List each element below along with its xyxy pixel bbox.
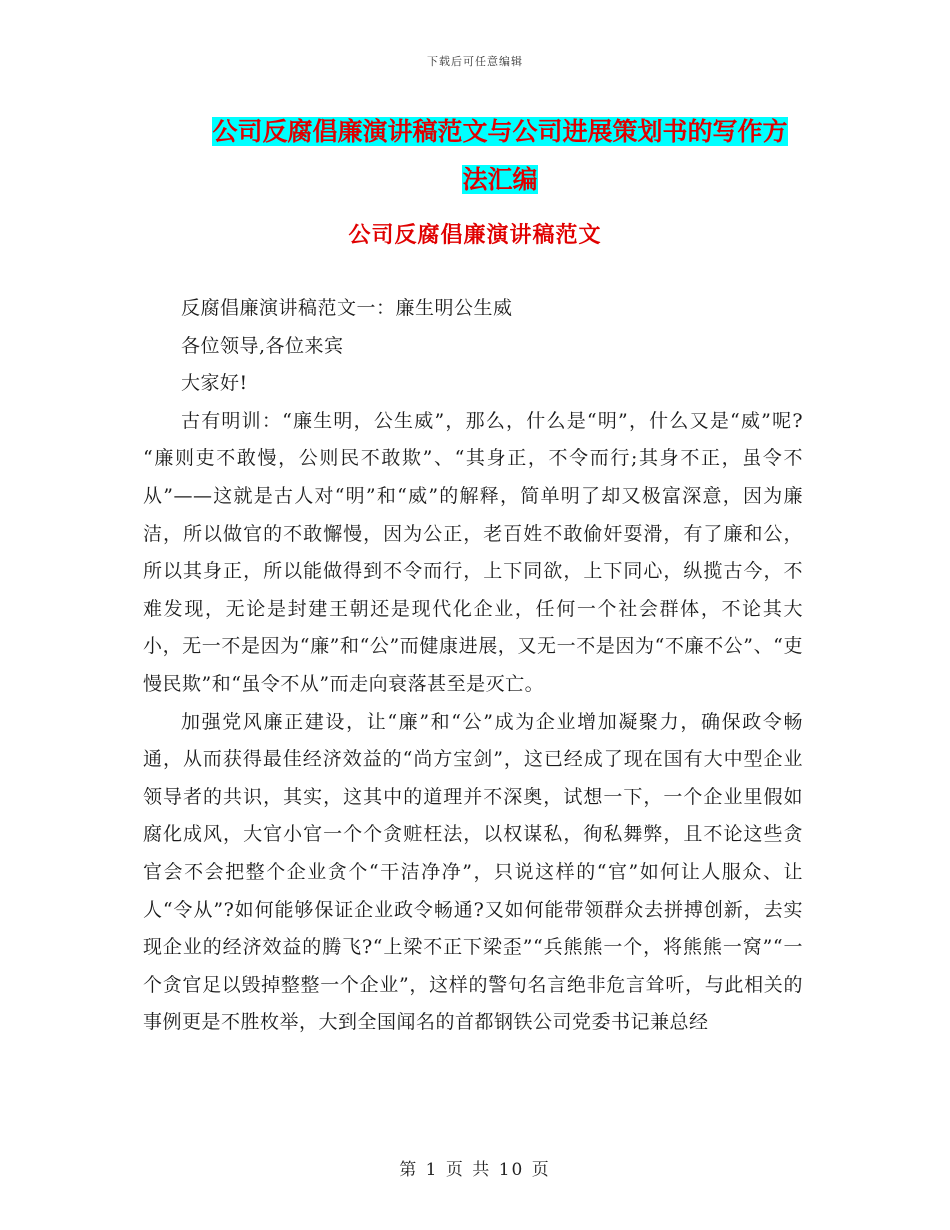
- document-title: [190, 108, 810, 204]
- paragraph-speech-subtitle: 反腐倡廉演讲稿范文一：廉生明公生威: [181, 297, 513, 319]
- section-title: 公司反腐倡廉演讲稿范文: [348, 223, 602, 248]
- paragraph-body-2: 加强党风廉正建设，让“廉”和“公”成为企业增加凝聚力，确保政令畅通，从而获得最佳经济效益的“尚方宝剑”，这已经成了现在国有大中型企业领导者的共识，其实，这其中的道理并不深奥，试想一下，一个企业里假如腐化成风，大官小官一个个贪赃枉法，以权谋私，徇私舞弊，且不论这些贪官会不会把整个企业贪个“干洁净净”，只说这样的“官”如何让人服众、让人“令从”?如何能够保证企业政令畅通?又如何能带领群众去拼搏创新，去实现企业的经济效益的腾飞?“上梁不正下梁歪”“兵熊熊一个，将熊熊一窝”“一个贪官足以毁掉整整一个企业”，这样的警句名言绝非危言耸听，与此相关的事例更是不胜枚举，大到全国闻名的首都钢铁公司党委书记兼总经: [143, 710, 803, 1034]
- page-header-note: 下载后可任意编辑: [427, 55, 523, 68]
- document-title-line-1: 公司反腐倡廉演讲稿范文与公司进展策划书的写作方: [212, 117, 788, 146]
- paragraph-greeting: 大家好!: [181, 372, 248, 395]
- paragraph-body-1: 古有明训：“廉生明，公生威”，那么，什么是“明”，什么又是“威”呢? “廉则吏不敢慢，公则民不敢欺”、“其身正，不令而行;其身不正，虽令不从”——这就是古人对“明”和“威”的解释，简单明了却又极富深意，因为廉洁，所以做官的不敢懈慢，因为公正，老百姓不敢偷奸耍滑，有了廉和公，所以其身正，所以能做得到不令而行，上下同欲，上下同心，纵揽古今，不难发现，无论是封建王朝还是现代化企业，任何一个社会群体，不论其大小，无一不是因为“廉”和“公”而健康进展，又无一不是因为“不廉不公”、“吏慢民欺”和“虽令不从”而走向衰落甚至是灭亡。: [143, 409, 803, 695]
- document-title-line-2: 法汇编: [462, 165, 538, 194]
- page-number: 第 1 页 共 10 页: [399, 1160, 551, 1180]
- document-body: [143, 290, 803, 1042]
- paragraph-salutation: 各位领导,各位来宾: [181, 334, 344, 357]
